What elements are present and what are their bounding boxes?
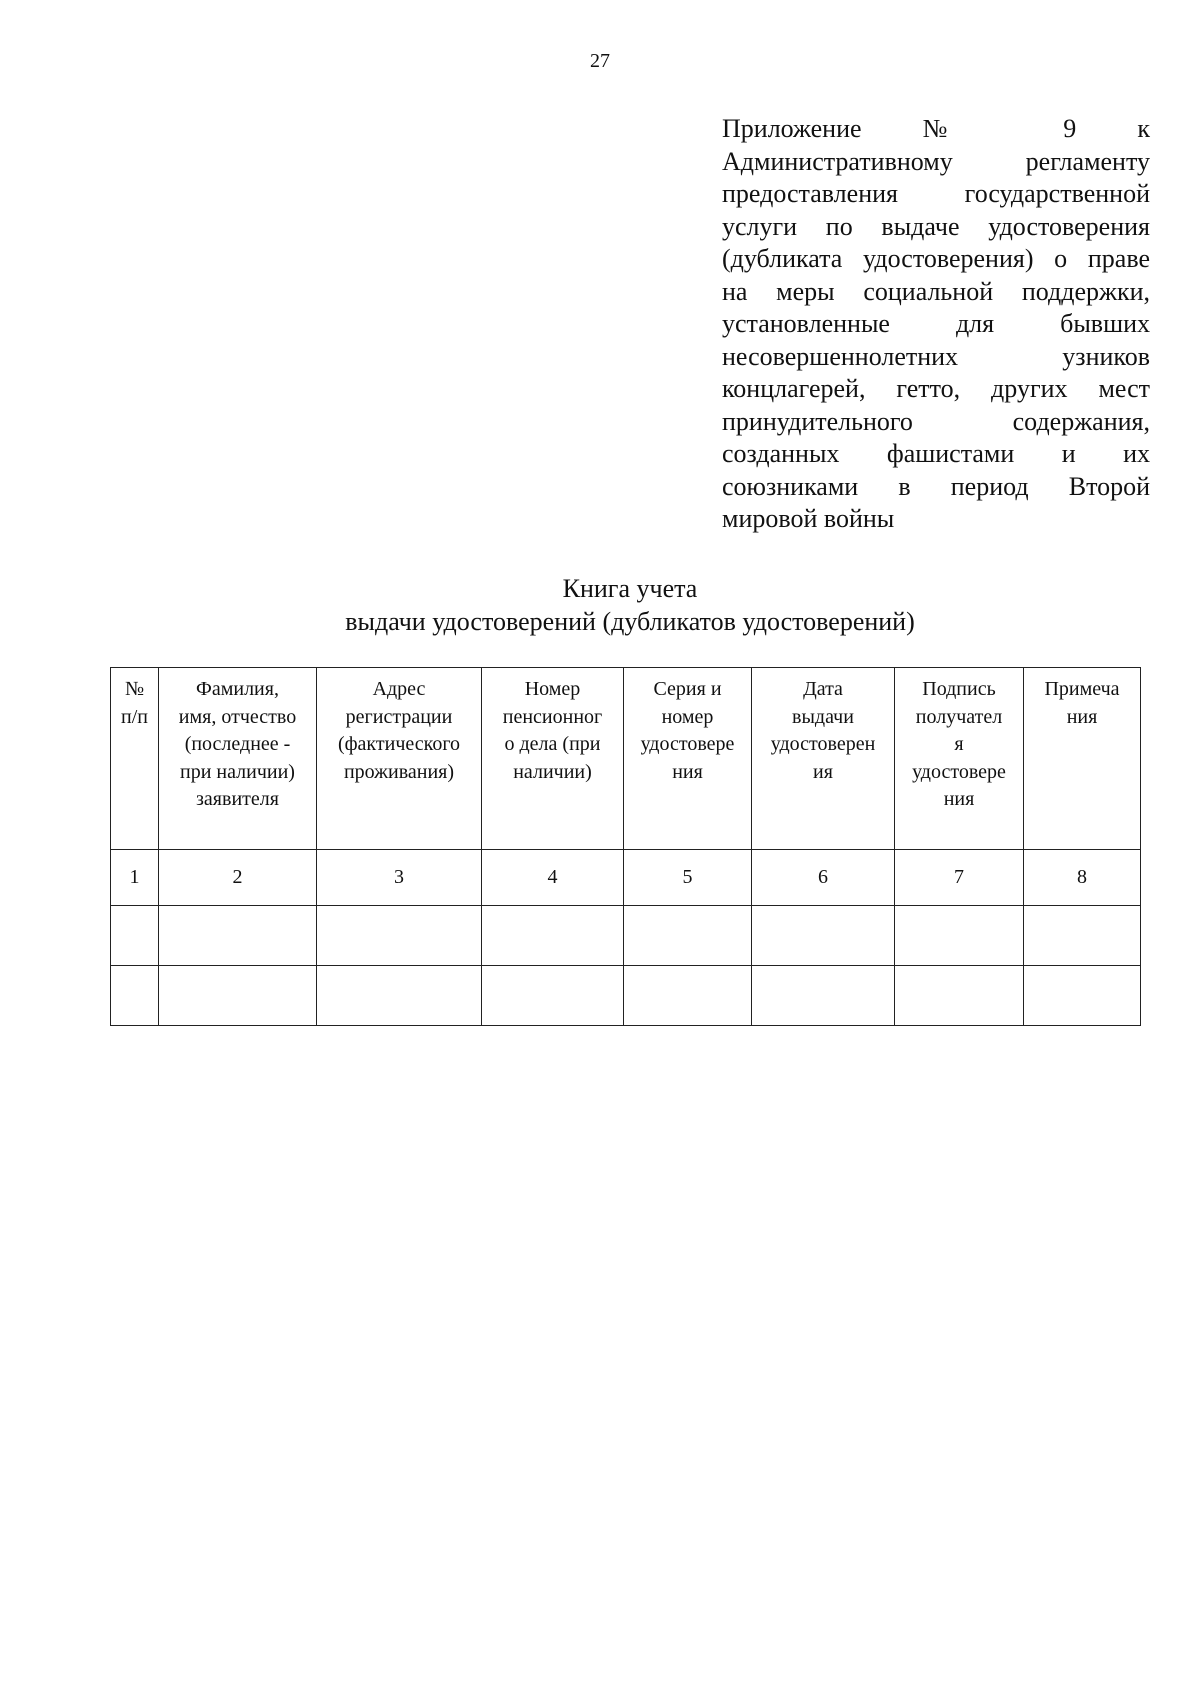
header-text: п/п: [121, 705, 148, 728]
header-text: регистрации: [345, 705, 453, 728]
header-text: №: [124, 678, 145, 700]
header-text: Серия и: [653, 678, 722, 700]
appendix-line: созданных фашистами и их: [722, 439, 1150, 468]
document-title: [200, 572, 1060, 638]
header-text: (последнее -: [184, 733, 291, 755]
column-number: 2: [159, 850, 317, 906]
header-text: проживания): [343, 760, 455, 783]
table-row: [111, 966, 1141, 1026]
col-header-number: [111, 668, 159, 850]
table-cell: [159, 906, 317, 966]
header-text: получател: [915, 705, 1003, 728]
header-text: Дата: [803, 678, 843, 700]
column-number: 8: [1024, 850, 1141, 906]
col-header-recipient-signature: [895, 668, 1024, 850]
header-text: Адрес: [372, 678, 426, 700]
table-cell: [317, 906, 482, 966]
appendix-line: (дубликата удостоверения) о праве: [722, 244, 1150, 273]
title-line-2: выдачи удостоверений (дубликатов удостоверений): [345, 607, 915, 636]
table-cell: [624, 966, 752, 1026]
col-header-pension-file: [482, 668, 624, 850]
table-cell: [111, 966, 159, 1026]
header-text: пенсионног: [502, 705, 603, 728]
table-cell: [624, 906, 752, 966]
table-cell: [317, 966, 482, 1026]
ledger-table: [110, 667, 1141, 1026]
header-text: ния: [1066, 705, 1098, 728]
table-cell: [111, 906, 159, 966]
header-text: Номер: [524, 678, 581, 700]
table-cell: [895, 966, 1024, 1026]
table-cell: [482, 906, 624, 966]
header-text: ния: [672, 760, 703, 783]
column-number-row: [111, 850, 1141, 906]
appendix-line: союзниками в период Второй: [722, 471, 1150, 501]
col-header-address: [317, 668, 482, 850]
header-text: ния: [943, 788, 975, 810]
header-text: заявителя: [196, 788, 279, 810]
header-text: удостовере: [640, 733, 735, 755]
header-text: я: [954, 733, 964, 755]
appendix-line: концлагерей, гетто, других мест: [722, 374, 1150, 403]
table-cell: [752, 966, 895, 1026]
table-cell: [1024, 966, 1141, 1026]
column-number: 1: [111, 850, 159, 906]
header-text: о дела (при: [504, 733, 601, 755]
appendix-note: [722, 113, 1150, 536]
column-number: 4: [482, 850, 624, 906]
appendix-line: Приложение № 9 к: [722, 114, 1150, 143]
appendix-line: принудительного содержания,: [722, 406, 1150, 436]
appendix-line: мировой войны: [722, 504, 895, 533]
header-text: (фактического: [337, 733, 461, 755]
header-text: удостовере: [912, 760, 1006, 783]
col-header-notes: [1024, 668, 1141, 850]
appendix-line: на меры социальной поддержки,: [722, 276, 1150, 306]
column-number: 6: [752, 850, 895, 906]
header-text: Подпись: [922, 678, 996, 700]
header-text: Примеча: [1044, 678, 1120, 700]
header-text: ия: [813, 760, 833, 783]
header-text: Фамилия,: [196, 678, 279, 700]
header-text: выдачи: [792, 705, 854, 728]
col-header-full-name: [159, 668, 317, 850]
header-text: удостоверен: [770, 733, 876, 755]
table-cell: [895, 906, 1024, 966]
table-cell: [752, 906, 895, 966]
column-number: 5: [624, 850, 752, 906]
appendix-line: предоставления государственной: [722, 179, 1150, 208]
appendix-line: несовершеннолетних узников: [722, 341, 1150, 371]
appendix-line: Административному регламенту: [722, 146, 1150, 176]
col-header-issue-date: [752, 668, 895, 850]
appendix-line: установленные для бывших: [722, 309, 1150, 338]
title-line-1: Книга учета: [562, 574, 698, 603]
header-row: [111, 668, 1141, 850]
appendix-line: услуги по выдаче удостоверения: [722, 211, 1150, 241]
table-cell: [1024, 906, 1141, 966]
table-cell: [159, 966, 317, 1026]
page-number: 27: [590, 50, 610, 72]
header-text: номер: [661, 705, 714, 728]
header-text: наличии): [513, 760, 592, 783]
column-number: 3: [317, 850, 482, 906]
header-text: имя, отчество: [178, 705, 297, 728]
column-number: 7: [895, 850, 1024, 906]
table-cell: [482, 966, 624, 1026]
header-text: при наличии): [180, 760, 295, 783]
col-header-certificate-series: [624, 668, 752, 850]
table-row: [111, 906, 1141, 966]
